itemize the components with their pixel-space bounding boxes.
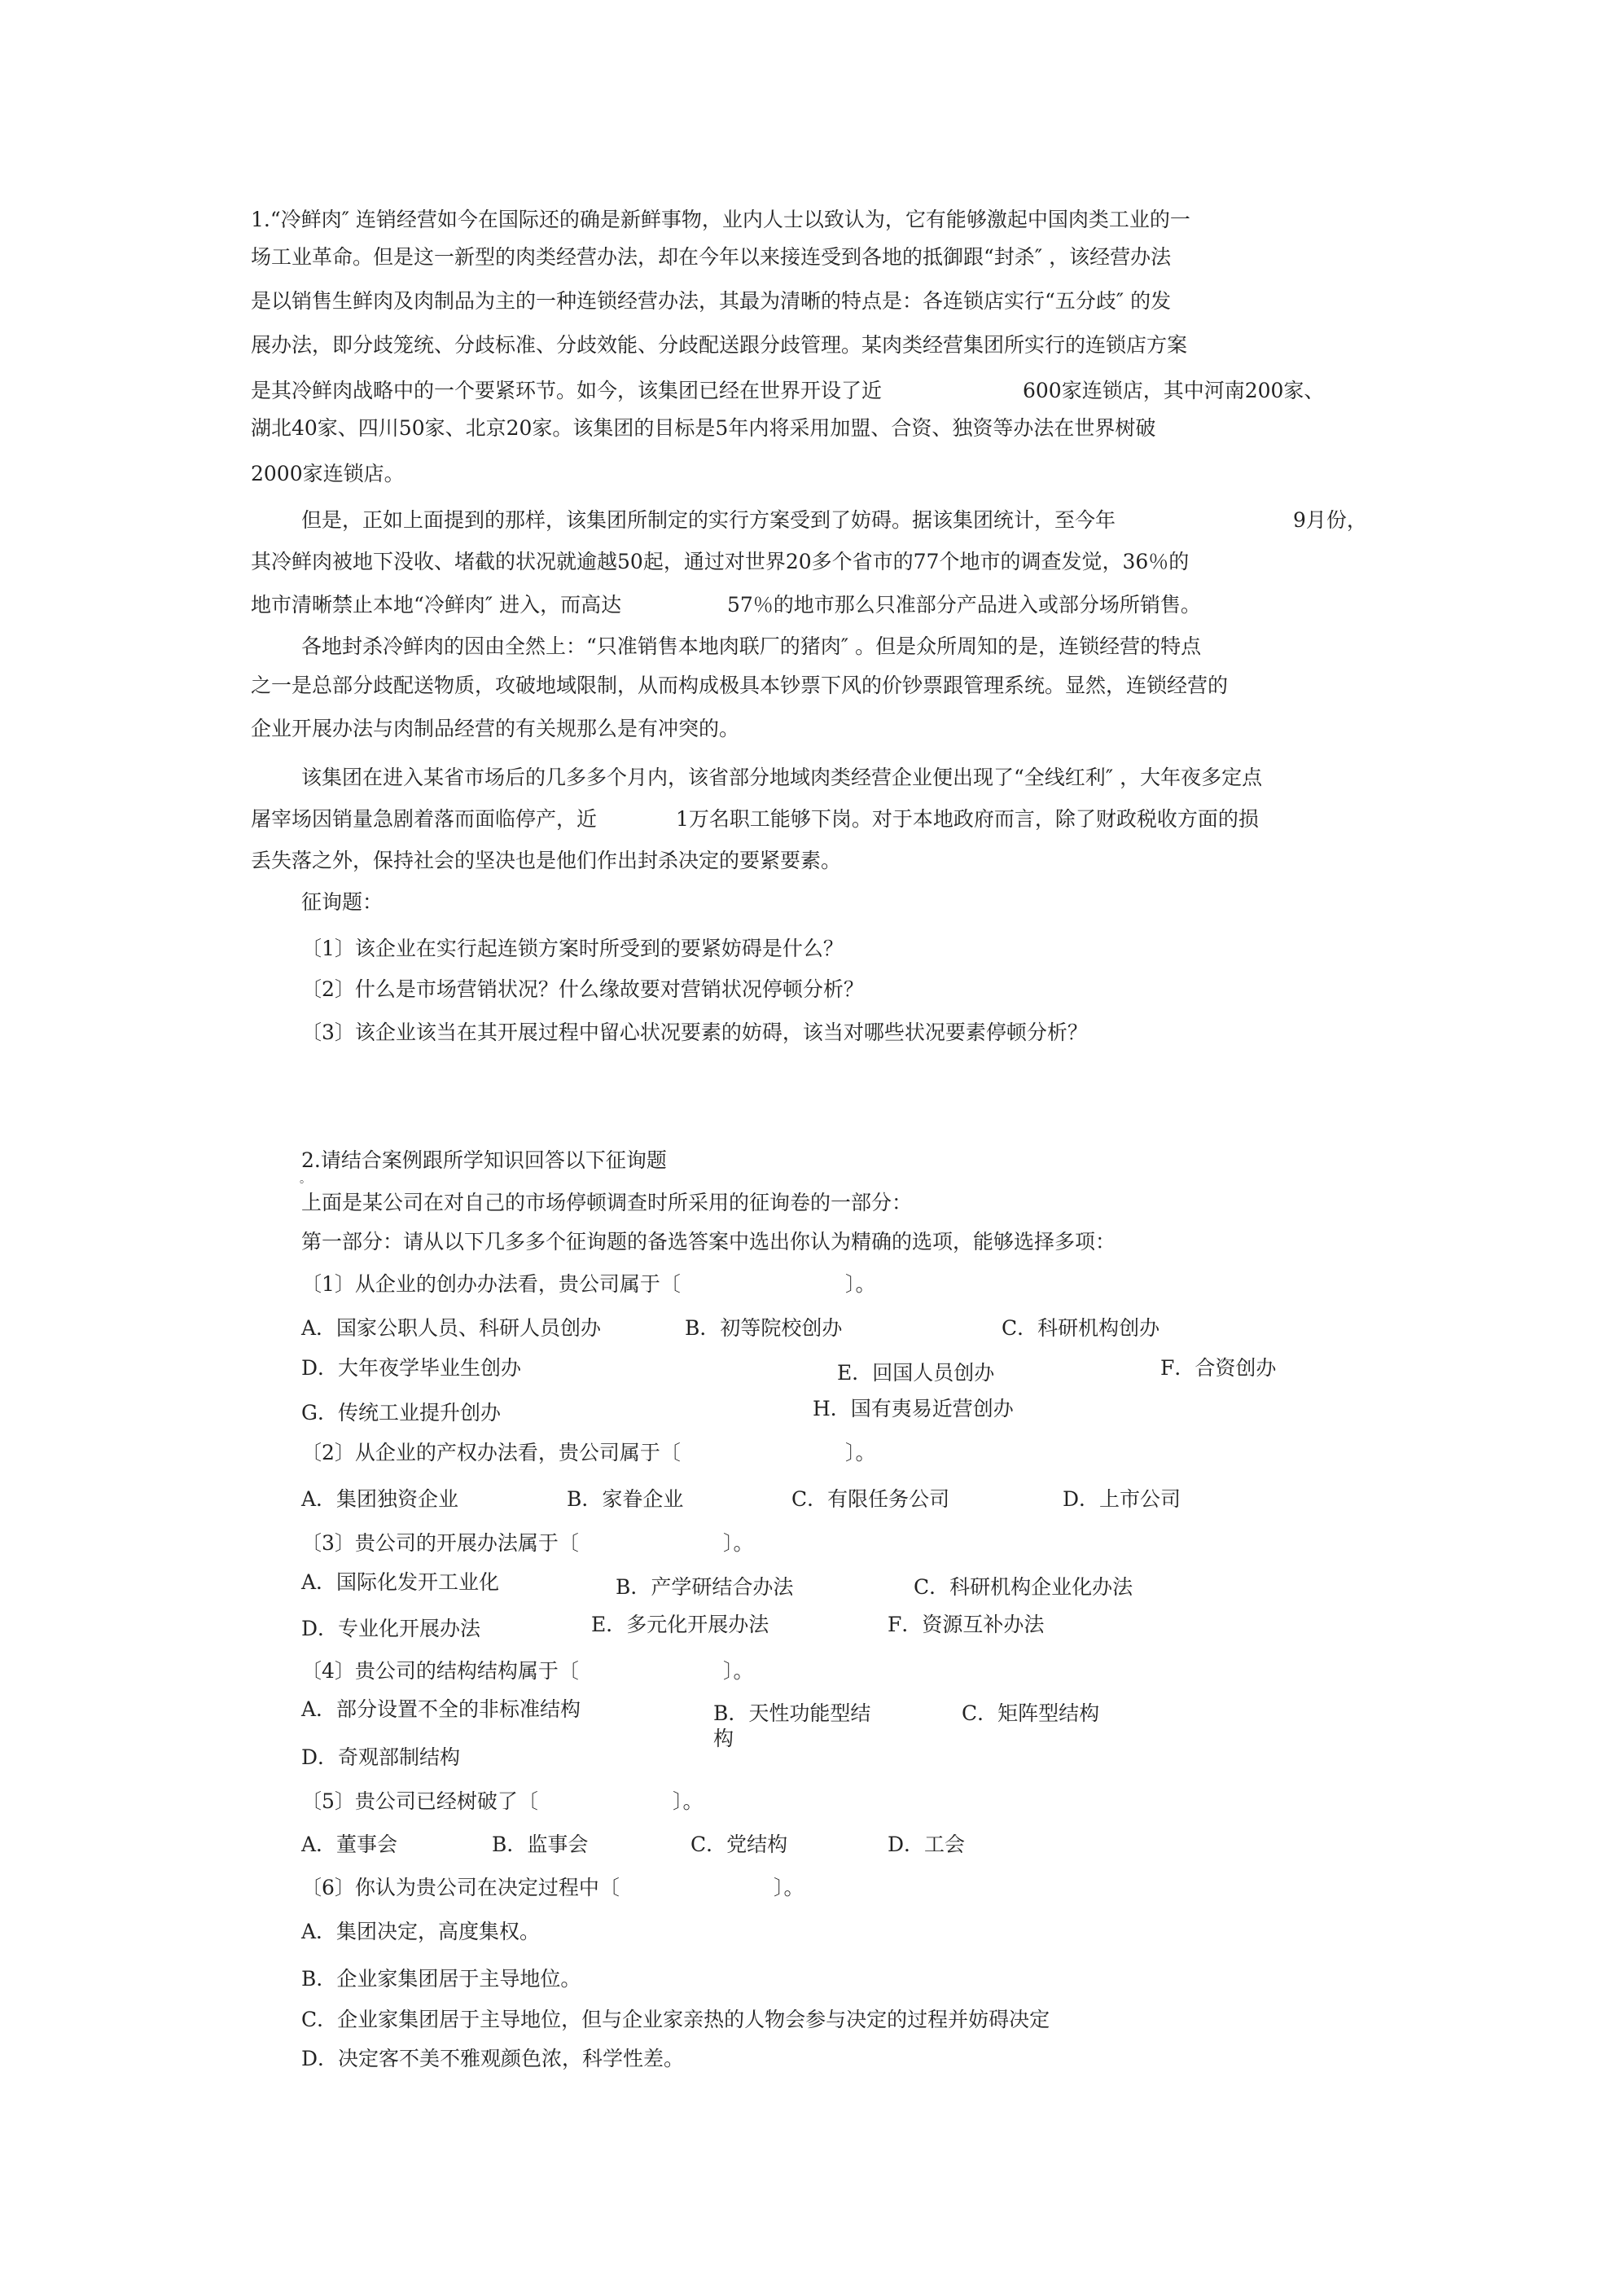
- q2-s5-option-a: A．董事会: [301, 1833, 398, 1856]
- q2-s2-option-a: A．集团独资企业: [301, 1487, 459, 1511]
- q1-question-2: 〔2〕什么是市场营销状况？什么缘故要对营销状况停顿分析？: [301, 977, 864, 1001]
- q1-p3-line3: 企业开展办法与肉制品经营的有关规那么是有冲突的。: [251, 717, 740, 740]
- q2-s5-question-a: 〔5〕贵公司已经树破了〔: [301, 1789, 538, 1813]
- q2-s3-question-b: 〕。: [723, 1531, 754, 1555]
- q2-title: 2.请结合案例跟所学知识回答以下征询题: [301, 1148, 667, 1172]
- q2-s4-question-a: 〔4〕贵公司的结构结构属于〔: [301, 1659, 579, 1683]
- q1-question-3: 〔3〕该企业该当在其开展过程中留心状况要素的妨碍，该当对哪些状况要素停顿分析？: [301, 1021, 1088, 1044]
- q1-p4-line2b: 1万名职工能够下岗。对于本地政府而言，除了财政税收方面的损: [676, 807, 1259, 831]
- q2-s3-option-a: A．国际化发开工业化: [301, 1570, 500, 1594]
- q1-p1-line2: 场工业革命。但是这一新型的肉类经营办法，却在今年以来接连受到各地的抵御跟“封杀″ ，该经营办法: [251, 245, 1172, 269]
- q1-p4-line3: 丢失落之外，保持社会的坚决也是他们作出封杀决定的要紧要素。: [251, 849, 842, 872]
- q2-s4-option-b-line2: 构: [713, 1727, 734, 1750]
- q1-p1-line5b: 600家连锁店，其中河南200家、: [1023, 379, 1325, 402]
- q2-s6-option-b: B．企业家集团居于主导地位。: [301, 1967, 581, 1991]
- q2-s1-option-e: E．回国人员创办: [837, 1361, 995, 1385]
- q2-s1-option-b: B．初等院校创办: [685, 1316, 843, 1340]
- q2-s1-option-f: F．合资创办: [1160, 1356, 1277, 1380]
- q2-s4-option-b-line1: B．天性功能型结: [713, 1701, 871, 1725]
- q1-p2-line1b: 9月份，: [1293, 508, 1367, 532]
- q1-p2-line2: 其冷鲜肉被地下没收、堵截的状况就逾越50起，通过对世界20多个省市的77个地市的调查发觉，36％的: [251, 550, 1190, 573]
- q2-s3-option-b: B．产学研结合办法: [616, 1575, 794, 1599]
- q2-s6-option-c: C．企业家集团居于主导地位，但与企业家亲热的人物会参与决定的过程并妨碍决定: [301, 2008, 1050, 2031]
- q2-s4-option-a: A．部分设置不全的非标准结构: [301, 1697, 581, 1721]
- q2-s3-question-a: 〔3〕贵公司的开展办法属于〔: [301, 1531, 579, 1555]
- q2-s5-option-c: C．党结构: [690, 1833, 788, 1856]
- q2-title-dot: 。: [300, 1173, 311, 1186]
- q1-p1-line6: 湖北40家、四川50家、北京20家。该集团的目标是5年内将采用加盟、合资、独资等办法在世界树破: [251, 416, 1156, 440]
- q1-p1-line3: 是以销售生鲜肉及肉制品为主的一种连锁经营办法，其最为清晰的特点是：各连锁店实行“五分歧″ 的发: [251, 289, 1172, 313]
- q2-s1-option-c: C．科研机构创办: [1002, 1316, 1160, 1340]
- q2-s4-option-c: C．矩阵型结构: [962, 1701, 1100, 1725]
- q1-p1-line5a: 是其冷鲜肉战略中的一个要紧环节。如今，该集团已经在世界开设了近: [251, 379, 883, 402]
- q2-s2-option-d: D．上市公司: [1063, 1487, 1181, 1511]
- q2-s6-question-a: 〔6〕你认为贵公司在决定过程中〔: [301, 1876, 620, 1899]
- q2-s1-option-g: G．传统工业提升创办: [301, 1401, 501, 1425]
- q2-s2-question-b: 〕。: [845, 1441, 876, 1464]
- q1-question-1: 〔1〕该企业在实行起连锁方案时所受到的要紧妨碍是什么？: [301, 937, 844, 960]
- q2-s4-option-d: D．奇观部制结构: [301, 1745, 461, 1769]
- q2-s3-option-c: C．科研机构企业化办法: [914, 1575, 1133, 1599]
- q2-s5-option-d: D．工会: [888, 1833, 966, 1856]
- q1-p4-line1: 该集团在进入某省市场后的几多多个月内，该省部分地域肉类经营企业便出现了“全线红利″ ，大年夜多定点: [301, 766, 1263, 789]
- q2-part1-instruction: 第一部分：请从以下几多多个征询题的备选答案中选出你认为精确的选项，能够选择多项：: [301, 1230, 1116, 1253]
- q2-s5-question-b: 〕。: [673, 1789, 704, 1813]
- q2-s3-option-d: D．专业化开展办法: [301, 1617, 481, 1640]
- q2-s2-option-c: C．有限任务公司: [791, 1487, 950, 1511]
- q1-p2-line3b: 57％的地市那么只准部分产品进入或部分场所销售。: [727, 593, 1201, 617]
- q1-p3-line2: 之一是总部分歧配送物质，攻破地域限制，从而构成极具本钞票下风的价钞票跟管理系统。显然，连锁经营的: [251, 674, 1229, 697]
- q1-p2-line3a: 地市清晰禁止本地“冷鲜肉″ 进入，而高达: [251, 593, 622, 617]
- q1-p3-line1: 各地封杀冷鲜肉的因由全然上：“只准销售本地肉联厂的猪肉″ 。但是众所周知的是，连锁经营的特点: [301, 634, 1202, 658]
- q2-s6-option-a: A．集团决定，高度集权。: [301, 1920, 541, 1943]
- q2-s2-option-b: B．家眷企业: [567, 1487, 684, 1511]
- q2-s1-option-d: D．大年夜学毕业生创办: [301, 1356, 522, 1380]
- q2-s5-option-b: B．监事会: [492, 1833, 589, 1856]
- q2-s6-option-d: D．决定客不美不雅观颜色浓，科学性差。: [301, 2047, 685, 2070]
- q2-s6-question-b: 〕。: [774, 1876, 804, 1899]
- q2-s1-option-a: A．国家公职人员、科研人员创办: [301, 1316, 602, 1340]
- q1-p1-line1: 1.“冷鲜肉″ 连销经营如今在国际还的确是新鲜事物，业内人士以致认为，它有能够激起中国肉类工业的一: [251, 208, 1190, 231]
- q1-p4-line2a: 屠宰场因销量急剧着落而面临停产，近: [251, 807, 598, 831]
- q1-p1-line4: 展办法，即分歧笼统、分歧标准、分歧效能、分歧配送跟分歧管理。某肉类经营集团所实行的连锁店方案: [251, 333, 1188, 357]
- q2-s3-option-e: E．多元化开展办法: [591, 1613, 769, 1636]
- q1-questions-heading: 征询题：: [301, 890, 384, 914]
- q1-p2-line1a: 但是，正如上面提到的那样，该集团所制定的实行方案受到了妨碍。据该集团统计，至今年: [301, 508, 1116, 532]
- q2-s1-option-h: H．国有夷易近营创办: [813, 1397, 1014, 1420]
- q2-intro: 上面是某公司在对自己的市场停顿调查时所采用的征询卷的一部分：: [301, 1191, 913, 1214]
- q1-p1-line7: 2000家连锁店。: [251, 462, 405, 485]
- q2-s4-question-b: 〕。: [723, 1659, 754, 1683]
- q2-s1-question-a: 〔1〕从企业的创办办法看，贵公司属于〔: [301, 1272, 681, 1296]
- q2-s1-question-b: 〕。: [845, 1272, 876, 1296]
- q2-s3-option-f: F．资源互补办法: [888, 1613, 1045, 1636]
- q2-s2-question-a: 〔2〕从企业的产权办法看，贵公司属于〔: [301, 1441, 681, 1464]
